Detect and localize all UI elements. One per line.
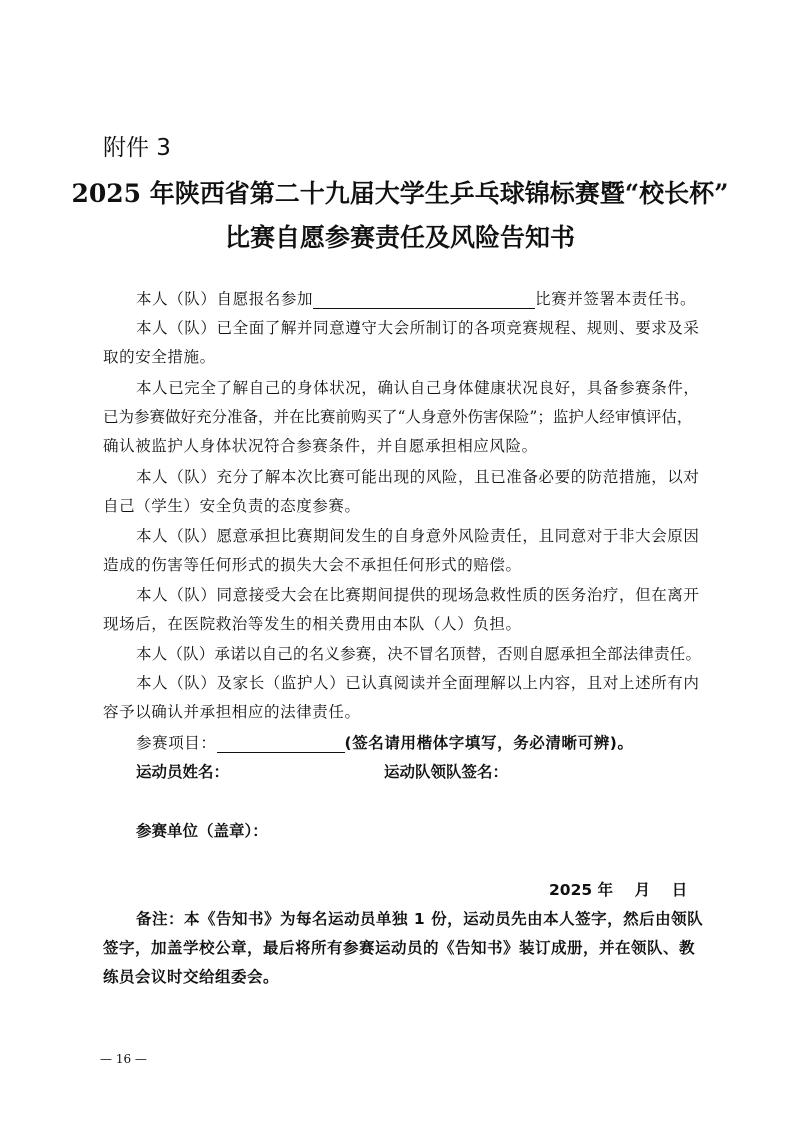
team-leader-signature-label: 运动队领队签名： (384, 763, 509, 781)
paragraph-2-line-1: 本人（队）已全面了解并同意遵守大会所制订的各项竞赛规程、规则、要求及采 (136, 319, 700, 337)
signature-note: (签名请用楷体字填写，务必清晰可辨)。 (344, 734, 634, 752)
paragraph-1-after: 比赛并签署本责任书。 (535, 290, 697, 308)
paragraph-3-line-2: 已为参赛做好充分准备，并在比赛前购买了“人身意外伤害保险”；监护人经审慎评估， (103, 408, 693, 426)
event-name-blank[interactable] (313, 293, 535, 310)
event-input[interactable] (217, 737, 345, 754)
document-title-line-1: 2025 年陕西省第二十九届大学生乒乓球锦标赛暨“校长杯” (71, 179, 729, 208)
paragraph-3-line-1: 本人已完全了解自己的身体状况，确认自己身体健康状况良好，具备参赛条件， (136, 379, 700, 397)
participating-unit-label: 参赛单位（盖章）： (136, 822, 268, 840)
attachment-label: 附件 3 (103, 135, 171, 161)
paragraph-3-line-3: 确认被监护人身体状况符合参赛条件，并自愿承担相应风险。 (103, 437, 538, 455)
note-line-3: 练员会议时交给组委会。 (103, 968, 280, 986)
paragraph-4-line-1: 本人（队）充分了解本次比赛可能出现的风险，且已准备必要的防范措施，以对 (136, 468, 700, 486)
paragraph-5-line-2: 造成的伤害等任何形式的损失大会不承担任何形式的赔偿。 (103, 556, 522, 574)
paragraph-5-line-1: 本人（队）愿意承担比赛期间发生的自身意外风险责任，且同意对于非大会原因 (136, 527, 700, 545)
paragraph-1-before: 本人（队）自愿报名参加 (136, 290, 314, 308)
paragraph-2-line-2: 取的安全措施。 (103, 348, 216, 366)
paragraph-4-line-2: 自己（学生）安全负责的态度参赛。 (103, 497, 361, 515)
paragraph-6-line-1: 本人（队）同意接受大会在比赛期间提供的现场急救性质的医务治疗，但在离开 (136, 586, 700, 604)
note-line-2: 签字，加盖学校公章，最后将所有参赛运动员的《告知书》装订成册，并在领队、教 (103, 939, 696, 957)
note-line-1: 备注：本《告知书》为每名运动员单独 1 份，运动员先由本人签字，然后由领队 (136, 910, 704, 928)
paragraph-7-line-1: 本人（队）承诺以自己的名义参赛，决不冒名顶替，否则自愿承担全部法律责任。 (136, 645, 702, 663)
event-field-row (136, 731, 634, 753)
athlete-name-label: 运动员姓名： (136, 763, 230, 781)
document-title-line-2: 比赛自愿参赛责任及风险告知书 (224, 223, 575, 252)
signing-date: 2025 年 月 日 (549, 881, 688, 899)
paragraph-8-line-2: 容予以确认并承担相应的法律责任。 (103, 703, 361, 721)
paragraph-1 (136, 287, 696, 309)
paragraph-6-line-2: 现场后，在医院救治等发生的相关费用由本队（人）负担。 (103, 615, 522, 633)
paragraph-8-line-1: 本人（队）及家长（监护人）已认真阅读并全面理解以上内容，且对上述所有内 (136, 674, 700, 692)
event-label: 参赛项目： (136, 734, 217, 752)
page-number: — 16 — (100, 1052, 147, 1066)
